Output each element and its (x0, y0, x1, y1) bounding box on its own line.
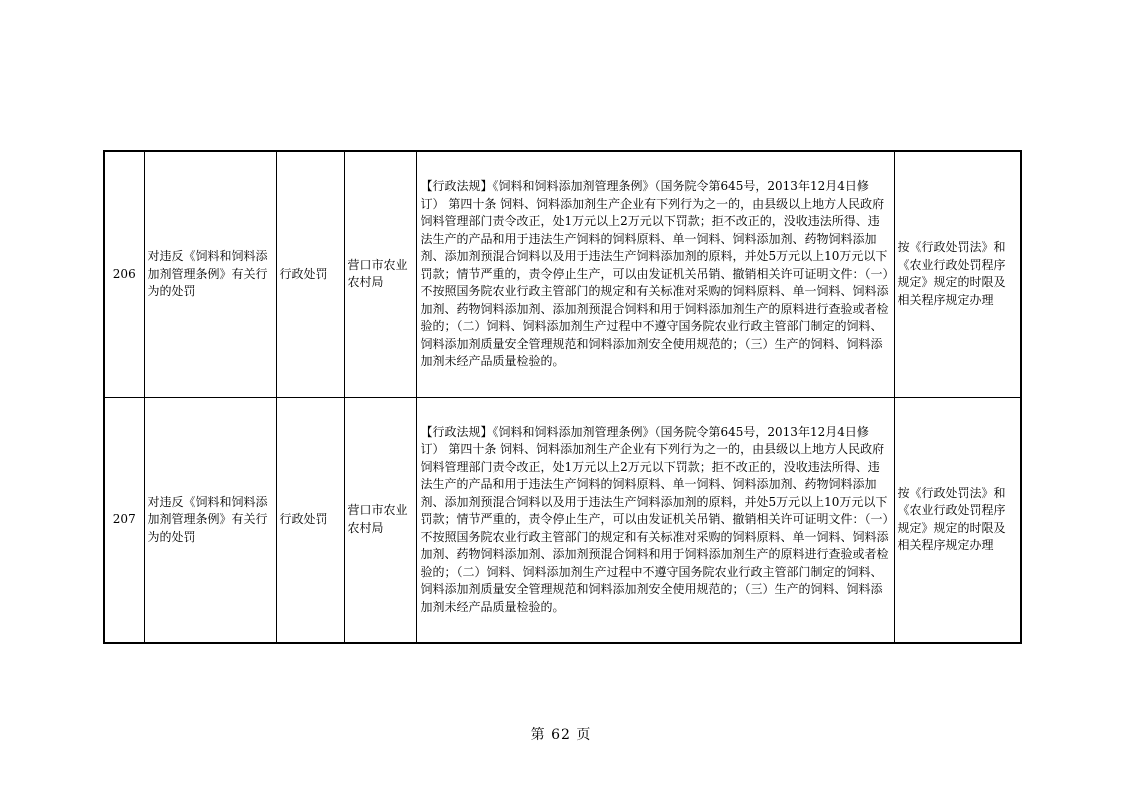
row-seq: 206 (104, 151, 144, 397)
row-category: 行政处罚 (276, 397, 344, 643)
row-category: 行政处罚 (276, 151, 344, 397)
row-authority: 营口市农业农村局 (344, 151, 416, 397)
row-item-name: 对违反《饲料和饲料添加剂管理条例》有关行为的处罚 (144, 397, 276, 643)
page-number: 第 62 页 (530, 727, 592, 743)
row-seq: 207 (104, 397, 144, 643)
row-procedure: 按《行政处罚法》和《农业行政处罚程序规定》规定的时限及相关程序规定办理 (894, 151, 1021, 397)
row-legal-basis: 【行政法规】《饲料和饲料添加剂管理条例》（国务院令第645号，2013年12月4日修订） 第四十条 饲料、饲料添加剂生产企业有下列行为之一的，由县级以上地方人民政府饲料管理部门责令改正，处1万元以上2万元以下罚款；拒不改正的，没收违法所得、违法生产的产品和用于违法生产饲料的饲料原料、单一饲料、饲料添加剂、药物饲料添加剂、添加剂预混合饲料以及用于违法生产饲料添加剂的原料，并处5万元以上10万元以下罚款；情节严重的，责令停止生产，可以由发证机关吊销、撤销相关许可证明文件：（一）不按照国务院农业行政主管部门的规定和有关标准对采购的饲料原料、单一饲料、饲料添加剂、药物饲料添加剂、添加剂预混合饲料和用于饲料添加剂生产的原料进行查验或者检验的；（二）饲料、饲料添加剂生产过程中不遵守国务院农业行政主管部门制定的饲料、饲料添加剂质量安全管理规范和饲料添加剂安全使用规范的；（三）生产的饲料、饲料添加剂未经产品质量检验的。 (416, 397, 894, 643)
table-row-206 (104, 151, 1021, 397)
row-item-name: 对违反《饲料和饲料添加剂管理条例》有关行为的处罚 (144, 151, 276, 397)
power-list-table (103, 150, 1022, 644)
table-row-207 (104, 397, 1021, 643)
row-procedure: 按《行政处罚法》和《农业行政处罚程序规定》规定的时限及相关程序规定办理 (894, 397, 1021, 643)
row-legal-basis: 【行政法规】《饲料和饲料添加剂管理条例》（国务院令第645号，2013年12月4日修订） 第四十条 饲料、饲料添加剂生产企业有下列行为之一的，由县级以上地方人民政府饲料管理部门责令改正，处1万元以上2万元以下罚款；拒不改正的，没收违法所得、违法生产的产品和用于违法生产饲料的饲料原料、单一饲料、饲料添加剂、药物饲料添加剂、添加剂预混合饲料以及用于违法生产饲料添加剂的原料，并处5万元以上10万元以下罚款；情节严重的，责令停止生产，可以由发证机关吊销、撤销相关许可证明文件：（一）不按照国务院农业行政主管部门的规定和有关标准对采购的饲料原料、单一饲料、饲料添加剂、药物饲料添加剂、添加剂预混合饲料和用于饲料添加剂生产的原料进行查验或者检验的；（二）饲料、饲料添加剂生产过程中不遵守国务院农业行政主管部门制定的饲料、饲料添加剂质量安全管理规范和饲料添加剂安全使用规范的；（三）生产的饲料、饲料添加剂未经产品质量检验的。 (416, 151, 894, 397)
row-authority: 营口市农业农村局 (344, 397, 416, 643)
